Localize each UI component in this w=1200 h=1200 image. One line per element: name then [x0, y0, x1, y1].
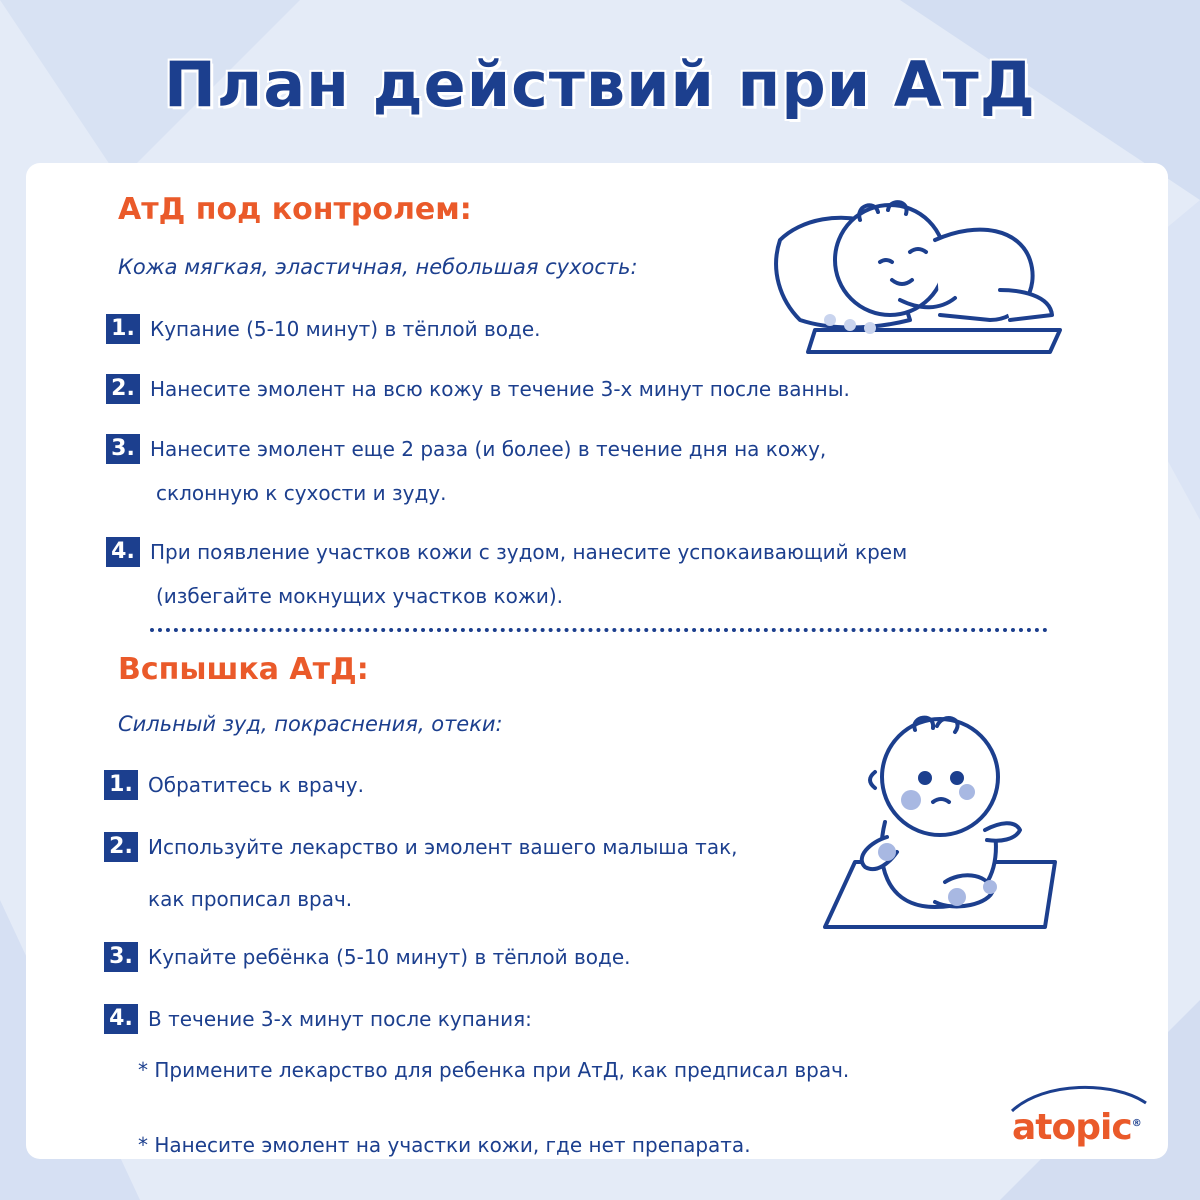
bullet-item: * Примените лекарство для ребенка при АтД, как предписал врач. [138, 1058, 850, 1082]
sitting-baby-illustration [815, 712, 1075, 942]
item-text: В течение 3-х минут после купания: [148, 1007, 532, 1031]
item-text-continuation: (избегайте мокнущих участков кожи). [156, 584, 564, 608]
list-item [104, 770, 364, 807]
item-text: Купайте ребёнка (5-10 минут) в тёплой воде. [148, 945, 631, 969]
list-item [104, 942, 631, 979]
item-text: Купание (5-10 минут) в тёплой воде. [150, 317, 541, 341]
registered-mark: ® [1131, 1118, 1141, 1129]
item-text-continuation: склонную к сухости и зуду. [156, 481, 447, 505]
list-item [106, 314, 541, 351]
list-item [106, 374, 850, 411]
list-item [106, 434, 826, 515]
item-text: Используйте лекарство и эмолент вашего малыша так, [148, 835, 738, 859]
item-text: Нанесите эмолент еще 2 раза (и более) в течение дня на кожу, [150, 437, 827, 461]
item-text-continuation: как прописал врач. [148, 887, 353, 911]
item-text: Обратитесь к врачу. [148, 773, 364, 797]
list-item [104, 832, 738, 925]
list-item [106, 537, 907, 618]
section-controlled-subheading: Кожа мягкая, эластичная, небольшая сухость: [118, 255, 638, 279]
item-number: 1. [106, 314, 140, 344]
list-item [104, 1004, 532, 1041]
logo-text: atopic [1012, 1107, 1132, 1148]
item-text: Нанесите эмолент на всю кожу в течение 3-х минут после ванны. [150, 377, 850, 401]
sleeping-baby-illustration [760, 180, 1080, 360]
atopic-logo [1012, 1107, 1141, 1148]
item-number: 1. [104, 770, 138, 800]
page-title: План действий при АтД [164, 48, 1036, 121]
item-text: При появление участков кожи с зудом, нанесите успокаивающий крем [150, 540, 908, 564]
section-flare-subheading: Сильный зуд, покраснения, отеки: [118, 712, 503, 736]
item-number: 4. [104, 1004, 138, 1034]
item-number: 2. [104, 832, 138, 862]
item-number: 3. [104, 942, 138, 972]
item-number: 4. [106, 537, 140, 567]
section-flare-heading: Вспышка АтД: [118, 652, 369, 687]
bullet-item: * Нанесите эмолент на участки кожи, где нет препарата. [138, 1133, 751, 1157]
section-divider [150, 628, 1048, 632]
section-controlled-heading: АтД под контролем: [118, 192, 472, 227]
item-number: 2. [106, 374, 140, 404]
item-number: 3. [106, 434, 140, 464]
